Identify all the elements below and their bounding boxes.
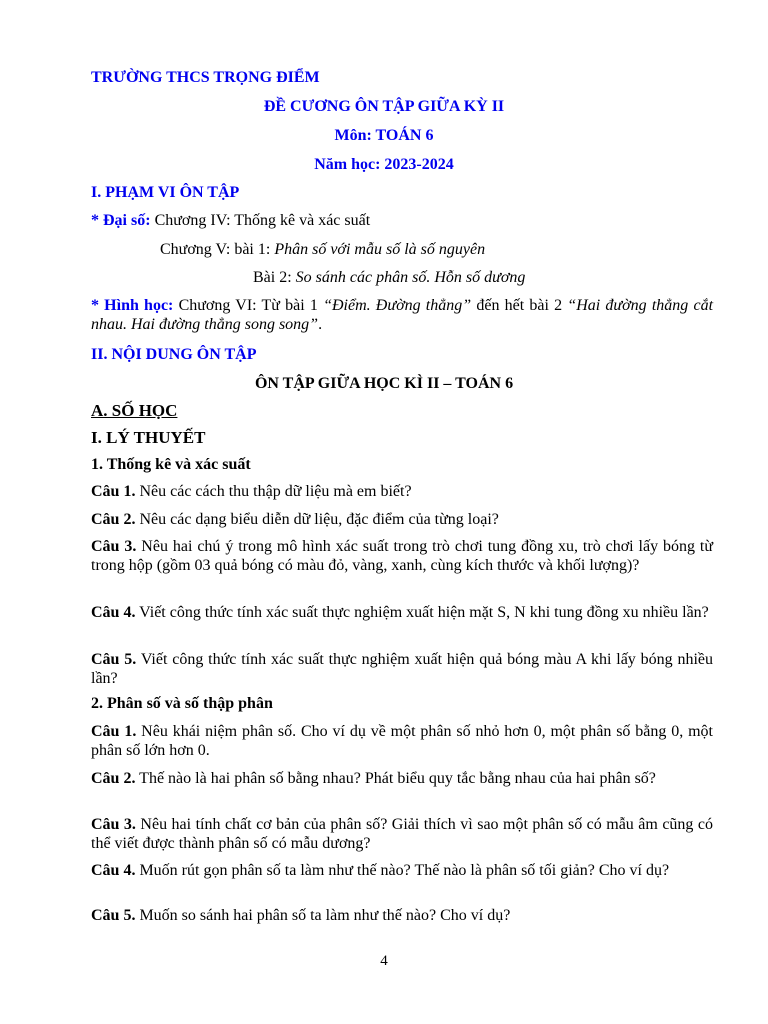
review-title: ÔN TẬP GIỮA HỌC KÌ II – TOÁN 6 [254,375,514,392]
question-text: Nêu hai tính chất cơ bản của phân số? Giải thích vì sao một phân số có mẫu âm cũng có thể viết được thành phân số có mẫu dương? [91,816,714,852]
question-text: Muốn rút gọn phân số ta làm như thế nào? Thế nào là phân số tối giản? Cho ví dụ? [135,862,670,879]
question-item [91,603,713,622]
school-year: Năm học: 2023-2024 [314,156,454,173]
question-item [91,815,713,853]
question-item [91,650,713,688]
question-item [91,510,713,529]
geometry-end: . [318,316,323,333]
geometry-lesson2: “Hai đường thẳng cắt nhau. Hai đường thẳng song song” [91,297,714,333]
geometry-prefix: Chương VI: Từ bài 1 [173,297,324,314]
chapter5-prefix: Chương V: bài 1: [160,241,275,258]
question-text: Muốn so sánh hai phân số ta làm như thế nào? Cho ví dụ? [135,907,511,924]
question-label: Câu 2. [91,511,136,528]
question-label: Câu 3. [91,816,136,833]
theory-heading: I. LÝ THUYẾT [91,428,206,447]
question-label: Câu 4. [91,604,136,621]
question-item [91,537,713,575]
question-label: Câu 3. [91,538,137,555]
question-text: Viết công thức tính xác suất thực nghiệm xuất hiện mặt S, N khi tung đồng xu nhiều lần? [135,604,709,621]
document-title: ĐỀ CƯƠNG ÔN TẬP GIỮA KỲ II [263,98,505,115]
geometry-label: * Hình học: [91,297,174,314]
chapter5-lesson2-line [253,268,525,288]
content-heading: II. NỘI DUNG ÔN TẬP [91,346,257,363]
chapter5-lesson2: So sánh các phân số. Hỗn số dương [295,269,526,286]
question-text: Viết công thức tính xác suất thực nghiệm xuất hiện quả bóng màu A khi lấy bóng nhiều lần? [91,651,714,687]
geometry-lesson1: “Điểm. Đường thẳng” [323,297,472,314]
topic1-heading: 1. Thống kê và xác suất [91,456,251,473]
algebra-chapter-4: Chương IV: Thống kê và xác suất [150,212,371,229]
question-item [91,906,713,925]
question-label: Câu 5. [91,907,136,924]
geometry-mid: đến hết bài 2 [471,297,568,314]
question-text: Thế nào là hai phân số bằng nhau? Phát biểu quy tắc bằng nhau của hai phân số? [135,770,656,787]
question-label: Câu 5. [91,651,137,668]
question-item [91,769,713,788]
question-item [91,722,713,760]
question-item [91,861,713,880]
page-number: 4 [380,953,388,969]
geometry-paragraph [91,296,713,334]
chapter5-lesson1-line [160,240,485,260]
question-label: Câu 2. [91,770,136,787]
question-label: Câu 1. [91,483,136,500]
chapter5-lesson2-prefix: Bài 2: [253,269,296,286]
section-a-heading: A. SỐ HỌC [91,401,178,420]
question-text: Nêu các cách thu thập dữ liệu mà em biết? [135,483,412,500]
chapter5-lesson1: Phân số với mẫu số là số nguyên [274,241,486,258]
question-text: Nêu hai chú ý trong mô hình xác suất trong trò chơi tung đồng xu, trò chơi lấy bóng từ trong hộp (gồm 03 quả bóng có màu đỏ, vàng, xanh, cùng kích thước và khối lượng)? [91,538,714,574]
algebra-label: * Đại số: [91,212,151,229]
question-label: Câu 4. [91,862,136,879]
question-text: Nêu các dạng biểu diễn dữ liệu, đặc điểm của từng loại? [135,511,499,528]
subject-line: Môn: TOÁN 6 [334,127,434,144]
algebra-line [91,211,370,231]
question-text: Nêu khái niệm phân số. Cho ví dụ về một phân số nhỏ hơn 0, một phân số bằng 0, một phân số lớn hơn 0. [91,723,713,759]
school-name: TRƯỜNG THCS TRỌNG ĐIỂM [91,69,320,86]
topic2-heading: 2. Phân số và số thập phân [91,695,273,712]
question-label: Câu 1. [91,723,137,740]
scope-heading: I. PHẠM VI ÔN TẬP [91,184,240,201]
question-item [91,482,713,501]
